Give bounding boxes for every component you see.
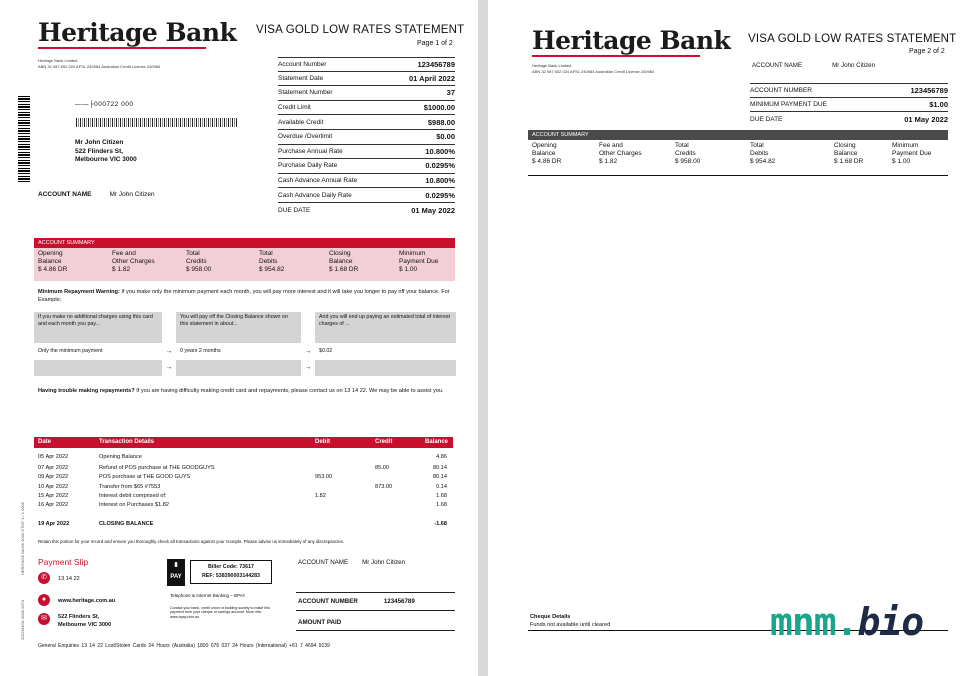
summary-label: Debits <box>259 258 278 265</box>
cheque-details-title: Cheque Details <box>530 614 571 620</box>
transaction-date: 09 Apr 2022 <box>38 474 69 480</box>
summary-label: Debits <box>750 150 769 157</box>
account-summary <box>528 140 948 176</box>
slip-account-name <box>298 559 405 566</box>
detail-value: 0.0295% <box>425 161 455 171</box>
detail-label: MINIMUM PAYMENT DUE <box>750 100 827 108</box>
sort-barcode <box>18 96 30 182</box>
transaction-debit: 1.82 <box>315 493 326 499</box>
statement-details-table <box>750 83 948 127</box>
summary-label: Balance <box>329 258 353 265</box>
bpay-label: PAY <box>170 574 182 580</box>
account-name-value: Mr John Citizen <box>109 191 155 198</box>
slip-account-name-value: Mr John Citizen <box>362 559 406 566</box>
summary-label: Minimum <box>399 250 426 257</box>
legal-line-1: Heritage Bank Limited <box>532 63 572 68</box>
summary-value: $ 958.00 <box>675 158 701 165</box>
legal-line-2: ABN 32 087 652 024 AFSL 240984 Australian Credit License 240984 <box>532 69 655 74</box>
summary-column <box>834 142 892 173</box>
account-summary-header: ACCOUNT SUMMARY <box>34 238 455 248</box>
summary-value: $ 1.82 <box>599 158 618 165</box>
summary-value: $ 954.82 <box>259 266 285 273</box>
transaction-balance: 80.14 <box>433 465 447 471</box>
detail-value: 0.0295% <box>425 190 455 200</box>
summary-column <box>599 142 675 173</box>
detail-row <box>750 83 948 98</box>
transaction-details: Transfer from $65 #7553 <box>99 484 161 490</box>
page-footer: General Enquiries 13 14 22 Lost/Stolen Cards 24 Hours (Australia) 1800 076 037 24 Hours (International) +61 7 4694 9139 <box>38 643 330 649</box>
bank-logo: Heritage Bank <box>532 26 731 55</box>
transaction-date: 19 Apr 2022 <box>38 521 70 527</box>
detail-row <box>278 115 455 130</box>
address-line: Melbourne VIC 3000 <box>58 621 112 628</box>
summary-label: Total <box>750 142 764 149</box>
amount-paid-label: AMOUNT PAID <box>298 619 342 626</box>
mail-icon: ✉ <box>38 613 50 625</box>
slip-account-number-value: 123456789 <box>383 598 415 605</box>
mr-cell: $0.02 <box>315 343 456 360</box>
summary-label: Minimum <box>892 142 919 149</box>
legal-line-2: ABN 32 087 652 024 AFSL 240984 Australian Credit License 240984 <box>38 64 161 69</box>
arrow-right-icon: → <box>304 364 312 371</box>
detail-value: 123456789 <box>910 85 948 95</box>
summary-column <box>892 142 944 173</box>
payslip-address <box>58 614 111 629</box>
arrow-right-icon: → <box>165 348 173 355</box>
detail-row <box>278 130 455 145</box>
transaction-row <box>34 463 453 472</box>
hardship-title: Having trouble making repayments? <box>38 388 135 394</box>
detail-value: $988.00 <box>427 117 455 127</box>
summary-column <box>675 142 750 173</box>
legal-line-1: Heritage Bank Limited <box>38 58 78 63</box>
page-number: Page 1 of 2 <box>417 40 453 47</box>
summary-label: Fee and <box>599 142 623 149</box>
summary-column <box>399 250 451 279</box>
summary-label: Other Charges <box>112 258 155 265</box>
transaction-row <box>34 472 453 481</box>
payslip-website: www.heritage.com.au <box>58 598 116 604</box>
address-line: 522 Flinders St, <box>75 147 124 155</box>
col-credit: Credit <box>375 439 393 445</box>
arrow-right-icon: → <box>304 348 312 355</box>
logo-underline <box>38 47 206 49</box>
summary-column <box>112 250 186 279</box>
hardship-text: If you are having difficulty making credit card and repayments, please contact us on 13 14 22. We may be able to assist you. <box>134 388 444 394</box>
slip-account-number <box>298 598 415 605</box>
transaction-row <box>34 452 453 461</box>
transaction-balance: 1.68 <box>436 502 447 508</box>
account-summary <box>34 248 455 281</box>
summary-label: Balance <box>834 150 858 157</box>
hardship-notice <box>38 388 458 396</box>
transaction-balance: -1.68 <box>434 521 447 527</box>
statement-details-table <box>278 57 455 218</box>
summary-label: Total <box>186 250 200 257</box>
detail-row <box>278 72 455 87</box>
detail-row <box>750 112 948 127</box>
transaction-date: 15 Apr 2022 <box>38 493 69 499</box>
biller-code: Biller Code: 73617 <box>208 564 254 570</box>
retain-notice: Retain this portion for your record and ensure you thoroughly check all transactions against your receipts. Please advise us immediately of any discrepancies. <box>38 539 345 544</box>
minimum-repayment-warning <box>38 289 458 304</box>
mr-header-cell: And you will end up paying an estimated total of interest charges of ... <box>315 312 456 343</box>
bpay-info: Contact your bank, credit union or building society to make this payment from your cheque or savings account. More info: www.bpay.com.au <box>170 606 270 619</box>
transaction-details: Refund of POS purchase at THE GOODGUYS <box>99 465 215 471</box>
detail-label: Purchase Annual Rate <box>278 147 343 155</box>
detail-label: Available Credit <box>278 118 324 126</box>
transaction-details: Interest on Purchases $1.82 <box>99 502 169 508</box>
page-number: Page 2 of 2 <box>909 48 945 55</box>
detail-label: DUE DATE <box>750 115 783 123</box>
payslip-phone: 13 14 22 <box>58 576 80 582</box>
detail-value: 01 May 2022 <box>904 114 948 124</box>
transaction-date: 16 Apr 2022 <box>38 502 69 508</box>
transaction-balance: 1.68 <box>436 493 447 499</box>
summary-label: Credits <box>186 258 207 265</box>
side-reference: HERITAGE BANK 0000 STMT 1 / 1 0005 <box>20 502 25 575</box>
biller-ref: REF: 538390003144283 <box>201 573 261 579</box>
address-line: Mr John Citizen <box>75 139 124 146</box>
summary-label: Payment Due <box>399 258 439 265</box>
account-name-value: Mr John Citizen <box>832 62 876 69</box>
detail-row <box>278 203 455 218</box>
summary-column <box>329 250 399 279</box>
transaction-row <box>34 491 453 500</box>
transaction-details: Opening Balance <box>99 454 142 460</box>
col-date: Date <box>38 439 52 445</box>
transaction-date: 10 Apr 2022 <box>38 484 69 490</box>
mr-header-cell: You will pay off the Closing Balance shown on this statement in about... <box>176 312 301 343</box>
account-summary-header: ACCOUNT SUMMARY <box>528 130 948 140</box>
detail-value: 10.800% <box>425 176 455 186</box>
summary-label: Total <box>259 250 273 257</box>
detail-row <box>278 57 455 72</box>
detail-label: Statement Number <box>278 89 333 97</box>
side-reference: 2022/04/01 0000 0370 <box>20 599 25 640</box>
mouse-icon: ● <box>38 594 50 606</box>
detail-label: Overdue /Overlimit <box>278 133 333 141</box>
transactions-header <box>34 437 453 448</box>
transaction-balance: 0.14 <box>436 484 447 490</box>
watermark-part: mnm. <box>770 600 858 644</box>
summary-label: Opening <box>532 142 557 149</box>
bank-logo: Heritage Bank <box>38 18 237 47</box>
bpay-icon: ▮ <box>174 562 178 568</box>
detail-value: $1.00 <box>929 99 948 109</box>
warning-text: If you make only the minimum payment each month, you will pay more interest and it will take you longer to pay off your balance. For Example; <box>38 289 450 303</box>
detail-label: Purchase Daily Rate <box>278 162 338 170</box>
account-name-label: ACCOUNT NAME <box>752 62 803 69</box>
summary-value: $ 4.86 DR <box>38 266 68 273</box>
mr-header-cell: If you make no additional charges using this card and each month you pay... <box>34 312 162 343</box>
summary-column <box>38 250 112 279</box>
summary-value: $ 1.82 <box>112 266 131 273</box>
detail-value: 01 May 2022 <box>411 205 455 215</box>
transaction-details: Interest debit comprised of: <box>99 493 167 499</box>
phone-icon: ✆ <box>38 572 50 584</box>
watermark-part: bio <box>857 600 924 644</box>
summary-column <box>259 250 329 279</box>
transaction-details: CLOSING BALANCE <box>99 521 154 527</box>
postal-barcode <box>76 118 238 127</box>
summary-value: $ 954.82 <box>750 158 776 165</box>
detail-label: Cash Advance Daily Rate <box>278 191 352 199</box>
summary-value: $ 1.00 <box>399 266 418 273</box>
warning-title: Minimum Repayment Warning: <box>38 289 120 295</box>
transaction-row <box>34 500 453 509</box>
transaction-details: POS purchase at THE GOOD GUYS <box>99 474 191 480</box>
summary-label: Other Charges <box>599 150 642 157</box>
transaction-date: 07 Apr 2022 <box>38 465 69 471</box>
bpay-caption: Telephone & Internet Banking – BPAY <box>170 593 246 598</box>
account-name-row <box>752 62 875 69</box>
statement-page-2 <box>488 0 967 676</box>
summary-label: Balance <box>38 258 62 265</box>
summary-label: Fee and <box>112 250 136 257</box>
statement-page-1 <box>0 0 478 676</box>
summary-label: Closing <box>329 250 351 257</box>
detail-row <box>750 98 948 113</box>
mail-reference: ——├000722 000 <box>75 101 134 108</box>
detail-value: $1000.00 <box>423 103 455 113</box>
account-name-row <box>38 191 155 198</box>
detail-value: 37 <box>446 88 455 98</box>
detail-value: 123456789 <box>417 59 455 69</box>
detail-label: Credit Limit <box>278 104 311 112</box>
transaction-row <box>34 482 453 491</box>
account-name-label: ACCOUNT NAME <box>38 191 92 198</box>
mr-cell: 0 years 2 months <box>176 343 301 360</box>
detail-label: Account Number <box>278 60 327 68</box>
biller-box <box>190 560 272 584</box>
transaction-balance: 80.14 <box>433 474 447 480</box>
summary-value: $ 1.68 DR <box>834 158 864 165</box>
detail-label: Statement Date <box>278 74 324 82</box>
customer-address <box>75 139 137 165</box>
transaction-date: 05 Apr 2022 <box>38 454 69 460</box>
summary-value: $ 1.68 DR <box>329 266 359 273</box>
detail-row <box>278 188 455 203</box>
col-debit: Debit <box>315 439 330 445</box>
slip-account-name-label: ACCOUNT NAME <box>298 559 349 566</box>
detail-value: $0.00 <box>436 132 455 142</box>
bpay-logo <box>167 559 185 586</box>
mr-cell: Only the minimum payment <box>34 343 162 360</box>
detail-label: Cash Advance Annual Rate <box>278 177 358 185</box>
detail-row <box>278 86 455 101</box>
summary-column <box>750 142 834 173</box>
transaction-row <box>34 519 453 528</box>
summary-label: Balance <box>532 150 556 157</box>
summary-column <box>532 142 599 173</box>
summary-value: $ 4.86 DR <box>532 158 562 165</box>
summary-column <box>186 250 259 279</box>
statement-title: VISA GOLD LOW RATES STATEMENT <box>256 24 465 36</box>
detail-value: 10.800% <box>425 146 455 156</box>
detail-value: 01 April 2022 <box>409 73 455 83</box>
col-balance: Balance <box>425 439 449 445</box>
detail-row <box>278 174 455 189</box>
detail-row <box>278 101 455 116</box>
transaction-credit: 873.00 <box>375 484 393 490</box>
transaction-credit: 85.00 <box>375 465 389 471</box>
detail-label: DUE DATE <box>278 206 311 214</box>
payment-slip-title: Payment Slip <box>38 557 89 567</box>
summary-label: Opening <box>38 250 63 257</box>
transaction-balance: 4.86 <box>436 454 447 460</box>
watermark-logo <box>770 600 923 644</box>
cheque-details-text: Funds not available until cleared <box>530 622 611 628</box>
detail-label: ACCOUNT NUMBER <box>750 86 812 94</box>
detail-row <box>278 159 455 174</box>
summary-label: Total <box>675 142 689 149</box>
statement-title: VISA GOLD LOW RATES STATEMENT <box>748 33 957 45</box>
col-details: Transaction Details <box>99 439 155 445</box>
transaction-debit: 953.00 <box>315 474 333 480</box>
address-line: Melbourne VIC 3000 <box>75 156 137 163</box>
summary-value: $ 958.00 <box>186 266 212 273</box>
arrow-right-icon: → <box>165 364 173 371</box>
minimum-repayment-table <box>34 312 456 376</box>
slip-account-number-label: ACCOUNT NUMBER <box>298 598 358 605</box>
summary-label: Payment Due <box>892 150 932 157</box>
logo-underline <box>532 55 700 57</box>
summary-value: $ 1.00 <box>892 158 911 165</box>
address-line: 522 Flinders St, <box>58 614 100 620</box>
summary-label: Closing <box>834 142 856 149</box>
summary-label: Credits <box>675 150 696 157</box>
detail-row <box>278 145 455 160</box>
